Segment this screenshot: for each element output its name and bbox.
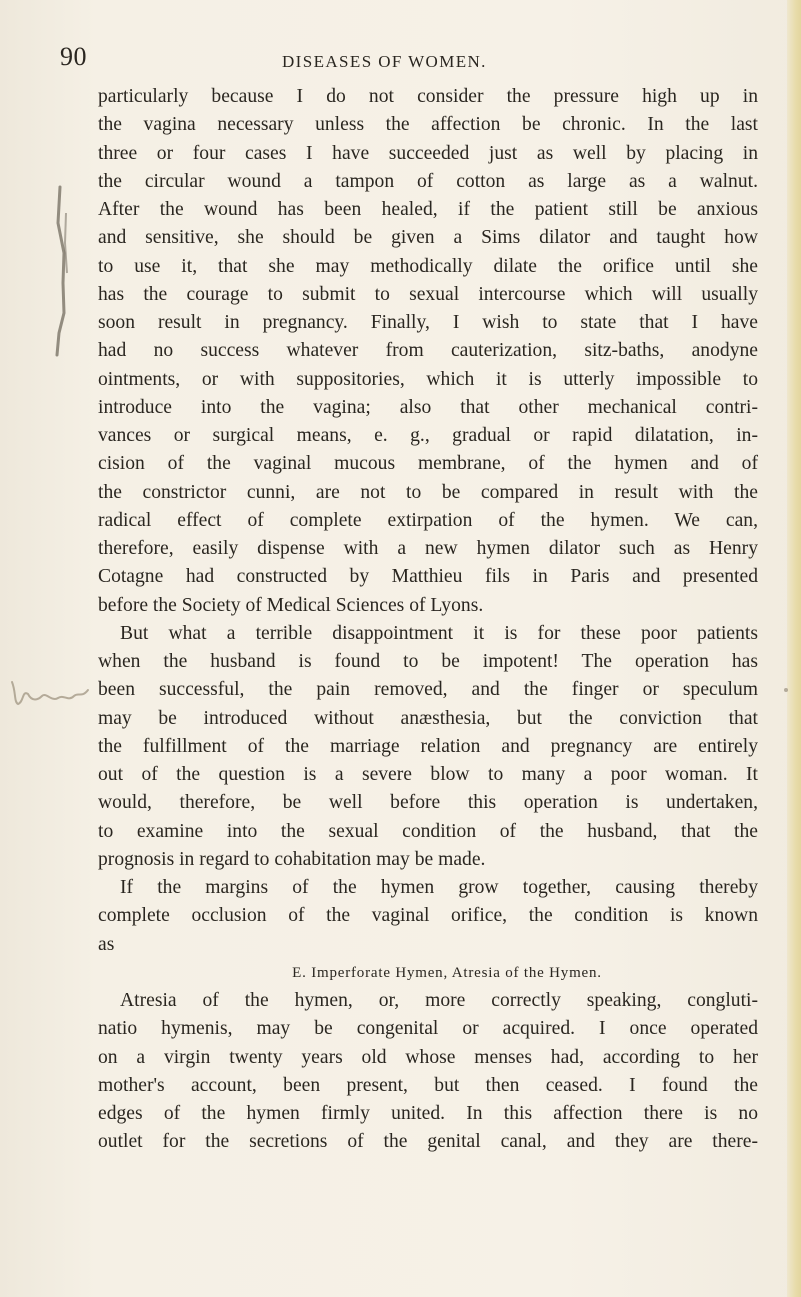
text-line: complete occlusion of the vaginal orifice, the condition is known xyxy=(98,905,758,927)
text-line: has the courage to submit to sexual intercourse which will usually xyxy=(98,283,758,305)
text-line: cision of the vaginal mucous membrane, of the hymen and of xyxy=(98,453,758,475)
page-number: 90 xyxy=(60,42,87,71)
text-line: Cotagne had constructed by Matthieu fils in Paris and presented xyxy=(98,566,758,588)
text-line: After the wound has been healed, if the patient still be anxious xyxy=(98,199,758,220)
text-line: the circular wound a tampon of cotton as large as a walnut. xyxy=(98,170,758,192)
text-line: three or four cases I have succeeded just as well by placing in xyxy=(98,142,758,164)
text-line: and sensitive, she should be given a Sims dilator and taught how xyxy=(98,227,758,249)
text-line: before the Society of Medical Sciences of Lyons. xyxy=(98,594,484,616)
text-line: may be introduced without anæsthesia, but the conviction that xyxy=(98,707,758,729)
text-line: when the husband is found to be impotent! The operation has xyxy=(98,651,758,672)
text-line: would, therefore, be well before this operation is undertaken, xyxy=(98,792,758,814)
margin-dot-icon xyxy=(782,686,790,694)
text-line: particularly because I do not consider the pressure high up in xyxy=(98,86,758,107)
text-line: to examine into the sexual condition of the husband, that the xyxy=(98,820,758,842)
text-line: edges of the hymen firmly united. In this affection there is no xyxy=(98,1103,758,1124)
page-edge xyxy=(787,0,801,1297)
text-line: the vagina necessary unless the affection be chronic. In the last xyxy=(98,114,758,136)
text-line: But what a terrible disappointment it is for these poor patients xyxy=(120,622,758,644)
text-line: ointments, or with suppositories, which it is utterly impossible to xyxy=(98,368,758,390)
text-line: prognosis in regard to cohabitation may be made. xyxy=(98,848,486,870)
text-line: If the margins of the hymen grow together, causing thereby xyxy=(120,877,758,898)
body-text xyxy=(98,83,758,1157)
text-line: radical effect of complete extirpation of the hymen. We can, xyxy=(98,509,758,531)
text-line: vances or surgical means, e. g., gradual or rapid dilatation, in- xyxy=(98,425,758,446)
running-head: DISEASES OF WOMEN. xyxy=(282,52,487,71)
text-line: the fulfillment of the marriage relation and pregnancy are entirely xyxy=(98,735,758,757)
text-line: outlet for the secretions of the genital canal, and they are there- xyxy=(98,1131,758,1153)
text-line: natio hymenis, may be congenital or acquired. I once operated xyxy=(98,1018,758,1040)
text-line: mother's account, been present, but then ceased. I found the xyxy=(98,1074,758,1096)
text-line: the constrictor cunni, are not to be compared in result with the xyxy=(98,481,758,503)
handwritten-note-icon xyxy=(8,672,98,712)
text-line: as xyxy=(98,933,115,955)
text-line: introduce into the vagina; also that other mechanical contri- xyxy=(98,396,758,418)
text-line: on a virgin twenty years old whose menses had, according to her xyxy=(98,1046,758,1068)
pencil-bracket-icon xyxy=(30,183,100,358)
text-line: Atresia of the hymen, or, more correctly speaking, congluti- xyxy=(120,990,758,1011)
text-line: had no success whatever from cauterization, sitz-baths, anodyne xyxy=(98,340,758,362)
text-line: been successful, the pain removed, and the finger or speculum xyxy=(98,679,758,701)
text-line: to use it, that she may methodically dilate the orifice until she xyxy=(98,255,758,277)
section-heading: E. Imperforate Hymen, Atresia of the Hymen. xyxy=(292,964,602,981)
text-line: soon result in pregnancy. Finally, I wish to state that I have xyxy=(98,312,758,333)
page-header xyxy=(0,42,801,82)
text-line: therefore, easily dispense with a new hymen dilator such as Henry xyxy=(98,538,758,559)
text-line: out of the question is a severe blow to many a poor woman. It xyxy=(98,764,758,785)
